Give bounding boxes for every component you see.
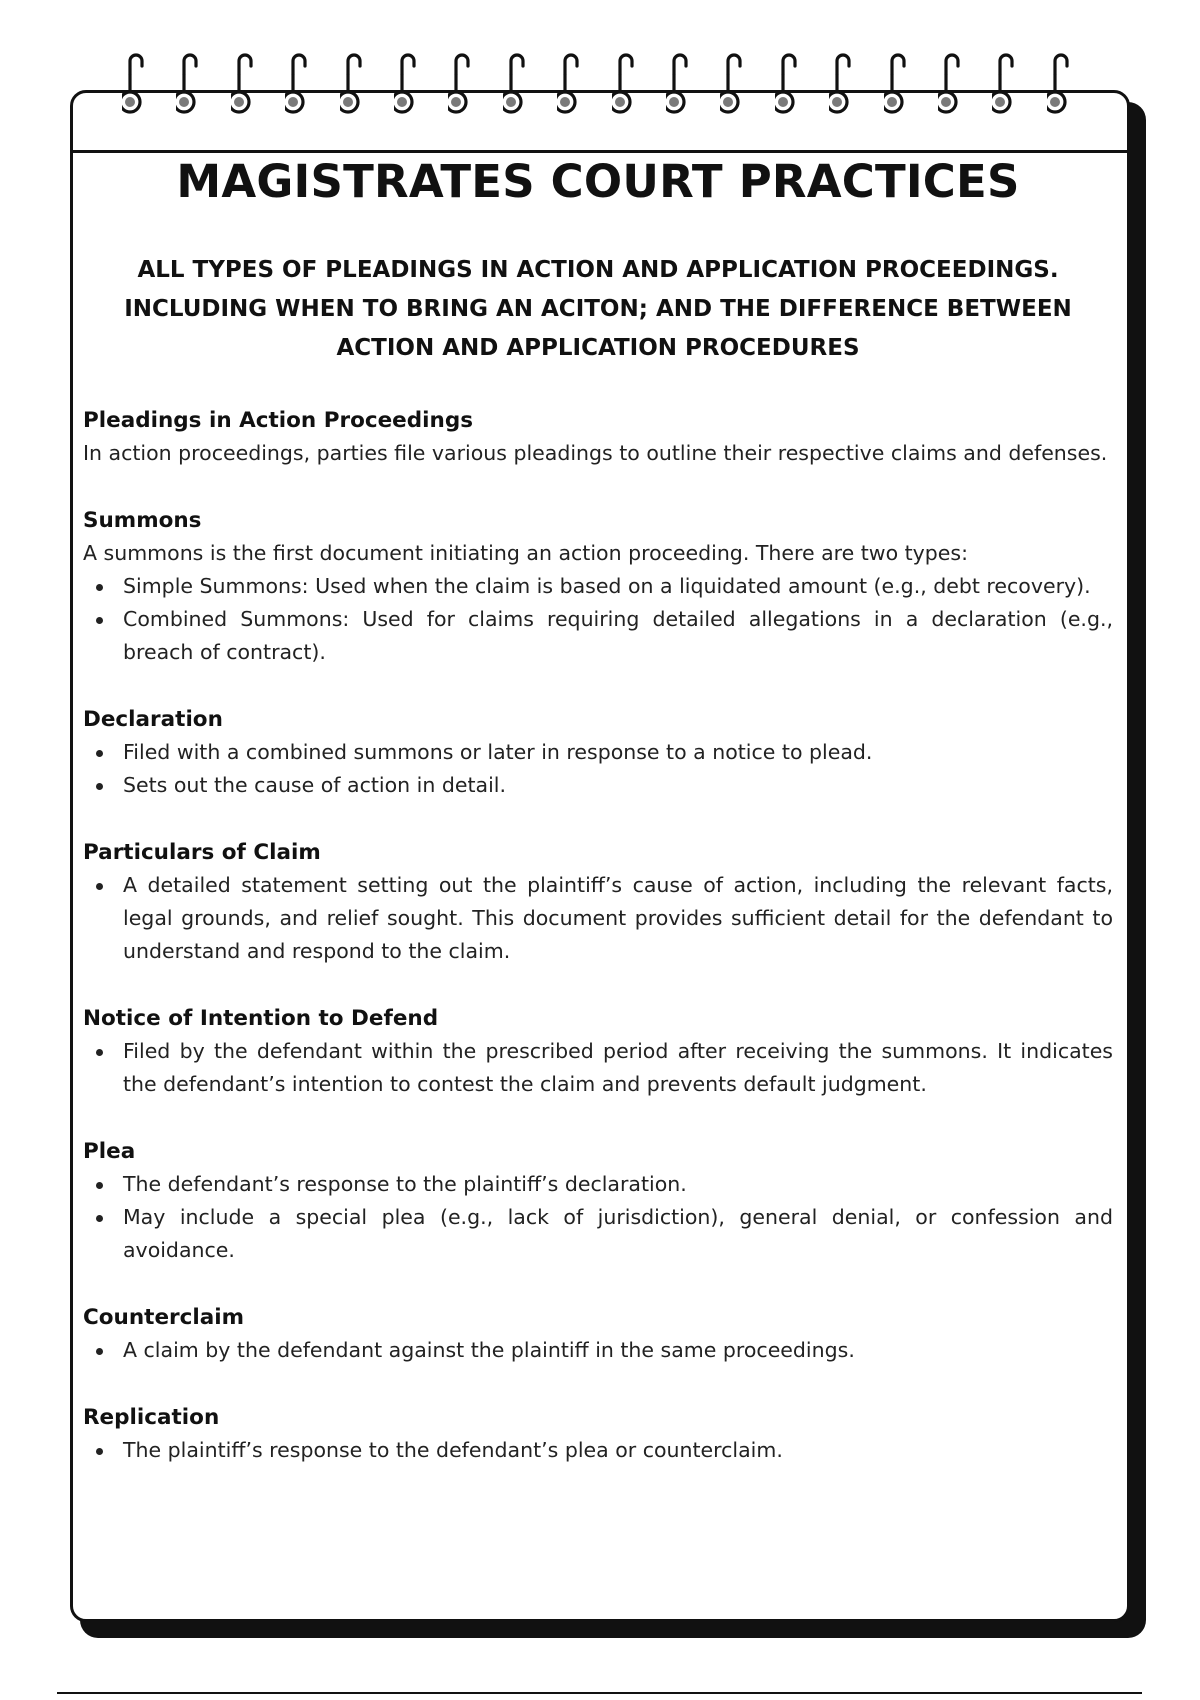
section: [83, 836, 1113, 968]
section-heading: Notice of Intention to Defend: [83, 1006, 439, 1031]
section: [83, 404, 1113, 470]
spiral-binding-ring-icon: [394, 52, 422, 118]
document-title: MAGISTRATES COURT PRACTICES: [176, 155, 1020, 208]
spiral-binding-ring-icon: [231, 52, 259, 118]
spiral-binding-ring-icon: [340, 52, 368, 118]
section: [83, 1301, 1113, 1367]
footer-divider: [57, 1692, 1142, 1694]
section-intro: A summons is the first document initiating an action proceeding. There are two types:: [83, 541, 969, 565]
spiral-binding-ring-icon: [1047, 52, 1075, 118]
spiral-binding-ring-icon: [557, 52, 585, 118]
document-content: [83, 153, 1113, 1467]
section-heading: Plea: [83, 1139, 136, 1164]
notebook-page: [70, 90, 1130, 1622]
section-heading: Summons: [83, 508, 202, 533]
bullet-item: Filed with a combined summons or later in response to a notice to plead.: [123, 736, 1113, 769]
spiral-binding-ring-icon: [285, 52, 313, 118]
section: [83, 1002, 1113, 1101]
bullet-item: The defendant’s response to the plaintiff’s declaration.: [123, 1168, 1113, 1201]
bullet-item: The plaintiff’s response to the defendant’s plea or counterclaim.: [123, 1434, 1113, 1467]
section: [83, 504, 1113, 669]
spiral-binding: [136, 52, 1070, 118]
spiral-binding-ring-icon: [938, 52, 966, 118]
bullet-item: Sets out the cause of action in detail.: [123, 769, 1113, 802]
section-intro: In action proceedings, parties file various pleadings to outline their respective claims and defenses.: [83, 441, 1108, 465]
bullet-list: [83, 869, 1113, 968]
section-heading: Particulars of Claim: [83, 840, 321, 865]
bullet-list: [83, 736, 1113, 802]
section-heading: Counterclaim: [83, 1305, 245, 1330]
bullet-list: [83, 1168, 1113, 1267]
bullet-item: Simple Summons: Used when the claim is based on a liquidated amount (e.g., debt recovery).: [123, 570, 1113, 603]
spiral-binding-ring-icon: [775, 52, 803, 118]
section-heading: Pleadings in Action Proceedings: [83, 408, 474, 433]
sections-container: [83, 404, 1113, 1467]
bullet-list: [83, 1035, 1113, 1101]
spiral-binding-ring-icon: [122, 52, 150, 118]
section-heading: Replication: [83, 1405, 220, 1430]
spiral-binding-ring-icon: [503, 52, 531, 118]
spiral-binding-ring-icon: [720, 52, 748, 118]
bullet-item: May include a special plea (e.g., lack of jurisdiction), general denial, or confession and avoidance.: [123, 1201, 1113, 1267]
spiral-binding-ring-icon: [448, 52, 476, 118]
spiral-binding-ring-icon: [992, 52, 1020, 118]
section-heading: Declaration: [83, 707, 223, 732]
section: [83, 703, 1113, 802]
spiral-binding-ring-icon: [829, 52, 857, 118]
document-subtitle: ALL TYPES OF PLEADINGS IN ACTION AND APPLICATION PROCEEDINGS. INCLUDING WHEN TO BRING AN ACITON; AND THE DIFFERENCE BETWEEN ACTION AND APPLICATION PROCEDURES: [124, 257, 1072, 361]
spiral-binding-ring-icon: [612, 52, 640, 118]
section: [83, 1401, 1113, 1467]
bullet-list: [83, 1434, 1113, 1467]
bullet-item: Combined Summons: Used for claims requiring detailed allegations in a declaration (e.g., breach of contract).: [123, 603, 1113, 669]
section: [83, 1135, 1113, 1267]
spiral-binding-ring-icon: [666, 52, 694, 118]
bullet-item: Filed by the defendant within the prescribed period after receiving the summons. It indicates the defendant’s intention to contest the claim and prevents default judgment.: [123, 1035, 1113, 1101]
spiral-binding-ring-icon: [176, 52, 204, 118]
spiral-binding-ring-icon: [884, 52, 912, 118]
bullet-item: A claim by the defendant against the plaintiff in the same proceedings.: [123, 1334, 1113, 1367]
bullet-list: [83, 1334, 1113, 1367]
bullet-list: [83, 570, 1113, 669]
bullet-item: A detailed statement setting out the plaintiff’s cause of action, including the relevant facts, legal grounds, and relief sought. This document provides sufficient detail for the defendant to understand and respond to the claim.: [123, 869, 1113, 968]
